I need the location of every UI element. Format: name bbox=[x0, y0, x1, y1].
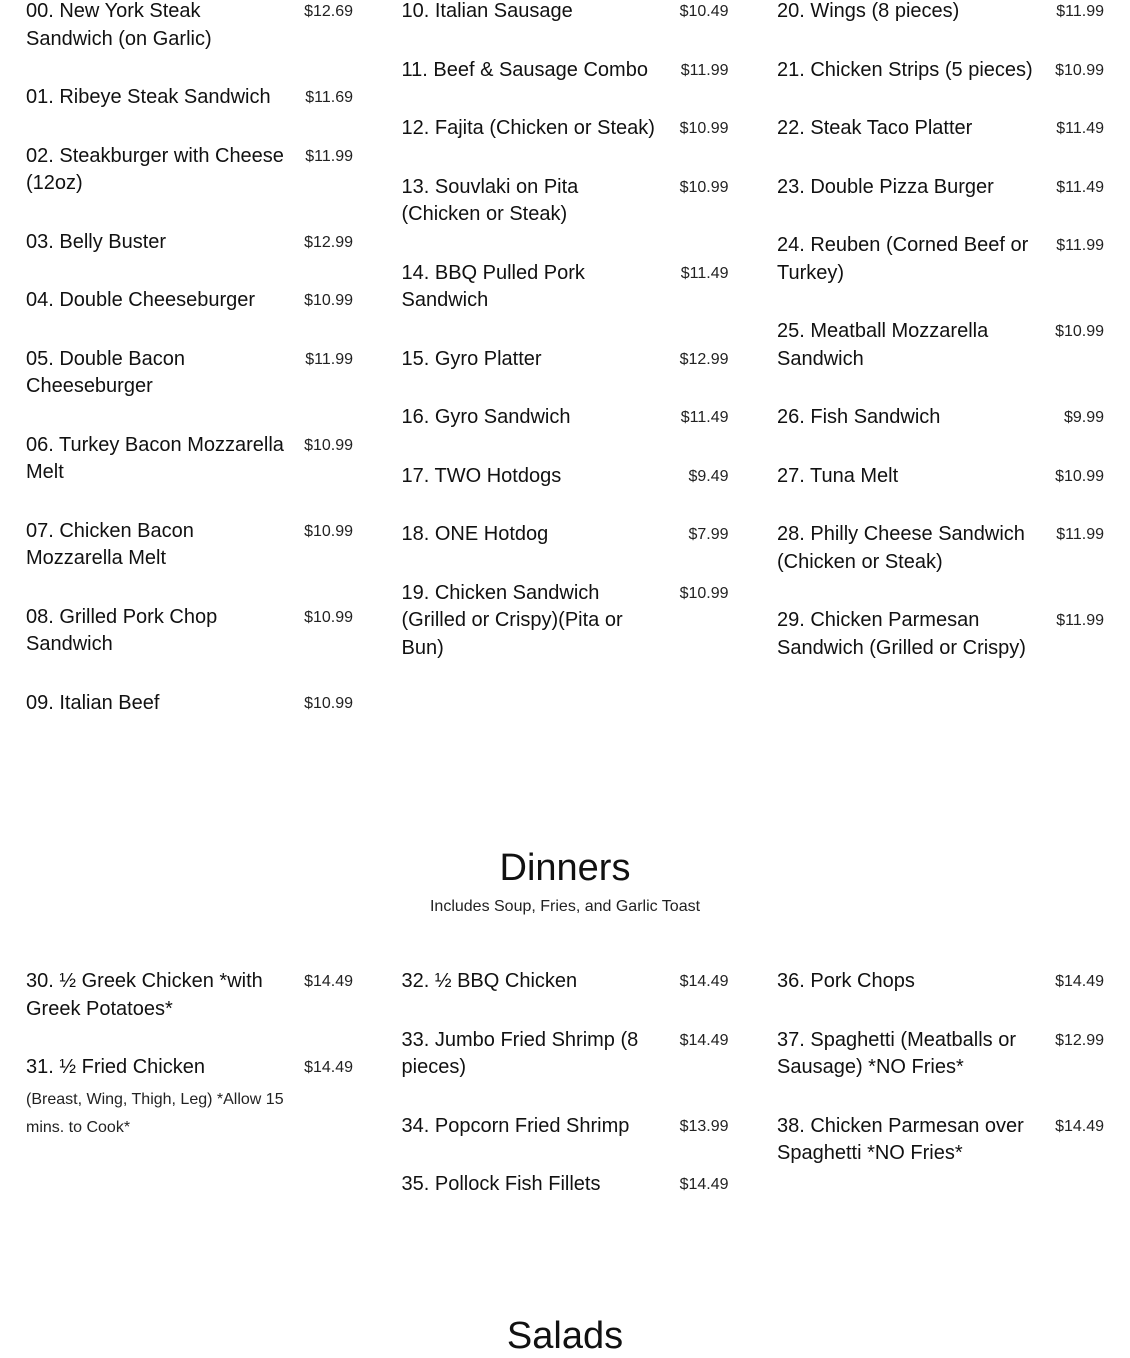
menu-item bbox=[402, 580, 729, 663]
dinners-menu-grid bbox=[26, 968, 1104, 1230]
menu-item bbox=[402, 521, 729, 549]
menu-item-price: $10.99 bbox=[304, 608, 353, 626]
menu-item bbox=[26, 84, 353, 112]
menu-item-price: $11.99 bbox=[1056, 3, 1104, 20]
menu-item-name: 15. Gyro Platter bbox=[401, 347, 542, 370]
menu-item-name: 34. Popcorn Fried Shrimp bbox=[401, 1114, 630, 1137]
menu-item bbox=[777, 1027, 1104, 1082]
menu-item bbox=[26, 690, 353, 718]
menu-item-price: $14.49 bbox=[679, 973, 729, 990]
menu-item-price: $10.99 bbox=[679, 178, 729, 196]
menu-item-price: $13.99 bbox=[679, 1117, 729, 1135]
menu-item bbox=[402, 346, 729, 374]
menu-item-name: 25. Meatball Mozzarella Sandwich bbox=[777, 320, 989, 370]
menu-item-price: $11.99 bbox=[1056, 526, 1104, 543]
menu-item bbox=[777, 0, 1104, 26]
menu-item-price: $10.99 bbox=[304, 292, 353, 309]
menu-item bbox=[26, 229, 353, 257]
menu-item-name: 19. Chicken Sandwich (Grilled or Crispy)(Pita or Bun) bbox=[401, 581, 623, 659]
menu-item-price: $10.99 bbox=[1055, 61, 1104, 79]
menu-item-name: 17. TWO Hotdogs bbox=[401, 464, 562, 487]
menu-item bbox=[402, 1027, 729, 1082]
menu-item bbox=[777, 607, 1104, 662]
menu-item-price: $12.99 bbox=[304, 233, 353, 251]
menu-item bbox=[777, 57, 1104, 85]
menu-item-price: $10.99 bbox=[304, 522, 353, 540]
menu-item bbox=[402, 1171, 729, 1199]
menu-item-price: $11.49 bbox=[680, 409, 729, 426]
menu-item-price: $12.99 bbox=[1055, 1031, 1104, 1049]
menu-item-price: $11.99 bbox=[1056, 612, 1104, 629]
sandwiches-column-2 bbox=[402, 0, 729, 748]
menu-item bbox=[777, 968, 1104, 996]
menu-item bbox=[777, 1113, 1104, 1168]
menu-item-price: $10.99 bbox=[679, 120, 729, 137]
menu-item bbox=[26, 518, 353, 573]
menu-item-name: 16. Gyro Sandwich bbox=[401, 406, 571, 428]
sandwiches-column-1 bbox=[26, 0, 353, 748]
menu-item-name: 05. Double Bacon Cheeseburger bbox=[26, 347, 186, 397]
menu-item-name: 18. ONE Hotdog bbox=[401, 523, 549, 545]
menu-item-price: $10.99 bbox=[679, 584, 729, 602]
menu-item bbox=[26, 1054, 353, 1142]
menu-item-name: 32. ½ BBQ Chicken bbox=[401, 970, 578, 992]
menu-item bbox=[777, 521, 1104, 576]
menu-item bbox=[402, 1113, 729, 1141]
menu-item-price: $14.49 bbox=[1055, 1117, 1104, 1135]
menu-item-name: 26. Fish Sandwich bbox=[777, 406, 941, 428]
menu-item bbox=[777, 318, 1104, 373]
menu-item-description: (Breast, Wing, Thigh, Leg) *Allow 15 mins. to Cook* bbox=[26, 1090, 284, 1136]
menu-item-name: 23. Double Pizza Burger bbox=[777, 175, 994, 198]
menu-item bbox=[777, 463, 1104, 491]
menu-item bbox=[402, 115, 729, 143]
menu-item-price: $7.99 bbox=[688, 526, 729, 543]
menu-item-name: 37. Spaghetti (Meatballs or Sausage) *NO Fries* bbox=[777, 1028, 1017, 1078]
menu-item-price: $9.99 bbox=[1063, 409, 1104, 426]
menu-item-price: $11.49 bbox=[1056, 178, 1104, 196]
menu-item bbox=[777, 404, 1104, 432]
menu-item-price: $12.69 bbox=[304, 3, 353, 20]
sandwiches-column-3 bbox=[777, 0, 1104, 748]
menu-item bbox=[777, 174, 1104, 202]
sandwiches-menu-grid bbox=[26, 0, 1104, 748]
menu-item-name: 24. Reuben (Corned Beef or Turkey) bbox=[777, 234, 1029, 284]
menu-item-name: 36. Pork Chops bbox=[777, 970, 915, 992]
menu-item-price: $10.49 bbox=[679, 3, 729, 20]
menu-item-name: 30. ½ Greek Chicken *with Greek Potatoes* bbox=[26, 970, 263, 1020]
menu-item-name: 09. Italian Beef bbox=[26, 691, 160, 714]
menu-item-name: 04. Double Cheeseburger bbox=[26, 289, 256, 311]
menu-item-name: 00. New York Steak Sandwich (on Garlic) bbox=[26, 0, 212, 50]
menu-item-price: $10.99 bbox=[304, 694, 353, 712]
menu-item-name: 29. Chicken Parmesan Sandwich (Grilled or Crispy) bbox=[777, 609, 1026, 659]
menu-item bbox=[26, 968, 353, 1023]
menu-item-price: $10.99 bbox=[1055, 467, 1104, 485]
menu-item bbox=[402, 57, 729, 85]
menu-item-name: 38. Chicken Parmesan over Spaghetti *NO Fries* bbox=[777, 1114, 1024, 1164]
menu-item-price: $9.49 bbox=[688, 467, 729, 485]
menu-item-name: 20. Wings (8 pieces) bbox=[777, 0, 960, 22]
menu-item-name: 13. Souvlaki on Pita (Chicken or Steak) bbox=[401, 175, 579, 225]
menu-item bbox=[402, 968, 729, 996]
menu-item bbox=[402, 404, 729, 432]
menu-item-price: $12.99 bbox=[679, 350, 729, 368]
menu-item-name: 03. Belly Buster bbox=[26, 230, 167, 253]
menu-item-price: $11.49 bbox=[1056, 120, 1104, 137]
menu-item-price: $11.69 bbox=[305, 89, 353, 106]
menu-item-price: $11.99 bbox=[1056, 237, 1104, 254]
menu-item-price: $11.99 bbox=[680, 61, 729, 79]
dinners-section-subtitle: Includes Soup, Fries, and Garlic Toast bbox=[429, 898, 701, 915]
menu-item bbox=[26, 287, 353, 315]
menu-item bbox=[26, 143, 353, 198]
menu-item-name: 10. Italian Sausage bbox=[401, 0, 573, 22]
menu-item-name: 11. Beef & Sausage Combo bbox=[401, 58, 648, 81]
menu-item-price: $14.49 bbox=[304, 973, 353, 990]
menu-item-name: 28. Philly Cheese Sandwich (Chicken or Steak) bbox=[777, 523, 1025, 573]
menu-item-price: $11.49 bbox=[680, 264, 729, 282]
menu-item-price: $14.49 bbox=[679, 1176, 729, 1193]
menu-item-name: 33. Jumbo Fried Shrimp (8 pieces) bbox=[401, 1028, 639, 1078]
menu-item-name: 01. Ribeye Steak Sandwich bbox=[26, 86, 271, 108]
menu-item-name: 31. ½ Fried Chicken bbox=[26, 1056, 205, 1078]
salads-section-title: Salads bbox=[506, 1315, 624, 1357]
menu-item-price: $10.99 bbox=[1055, 323, 1104, 340]
dinners-column-3 bbox=[777, 968, 1104, 1230]
menu-item-name: 12. Fajita (Chicken or Steak) bbox=[401, 117, 655, 139]
menu-item-price: $10.99 bbox=[304, 436, 353, 454]
menu-item-price: $14.49 bbox=[679, 1031, 729, 1049]
menu-item-name: 07. Chicken Bacon Mozzarella Melt bbox=[26, 519, 194, 569]
menu-item bbox=[26, 0, 353, 53]
menu-item bbox=[26, 432, 353, 487]
menu-item-name: 21. Chicken Strips (5 pieces) bbox=[777, 58, 1033, 81]
menu-item bbox=[777, 115, 1104, 143]
menu-item-name: 02. Steakburger with Cheese (12oz) bbox=[26, 144, 284, 194]
menu-item bbox=[402, 174, 729, 229]
menu-item-name: 06. Turkey Bacon Mozzarella Melt bbox=[26, 433, 284, 483]
menu-item-name: 22. Steak Taco Platter bbox=[777, 117, 973, 139]
menu-item-price: $14.49 bbox=[1055, 973, 1104, 990]
menu-item bbox=[777, 232, 1104, 287]
menu-item-name: 35. Pollock Fish Fillets bbox=[401, 1173, 601, 1195]
menu-item-price: $11.99 bbox=[305, 350, 353, 368]
menu-item bbox=[26, 346, 353, 401]
menu-item bbox=[402, 463, 729, 491]
menu-item-name: 14. BBQ Pulled Pork Sandwich bbox=[401, 261, 585, 311]
dinners-column-1 bbox=[26, 968, 353, 1230]
menu-item bbox=[26, 604, 353, 659]
menu-item-name: 08. Grilled Pork Chop Sandwich bbox=[26, 605, 218, 655]
menu-item bbox=[402, 0, 729, 26]
menu-item-name: 27. Tuna Melt bbox=[777, 464, 899, 487]
dinners-section-title: Dinners bbox=[499, 847, 631, 889]
menu-item-price: $14.49 bbox=[304, 1059, 353, 1076]
menu-item bbox=[402, 260, 729, 315]
menu-item-price: $11.99 bbox=[305, 147, 353, 165]
dinners-column-2 bbox=[402, 968, 729, 1230]
